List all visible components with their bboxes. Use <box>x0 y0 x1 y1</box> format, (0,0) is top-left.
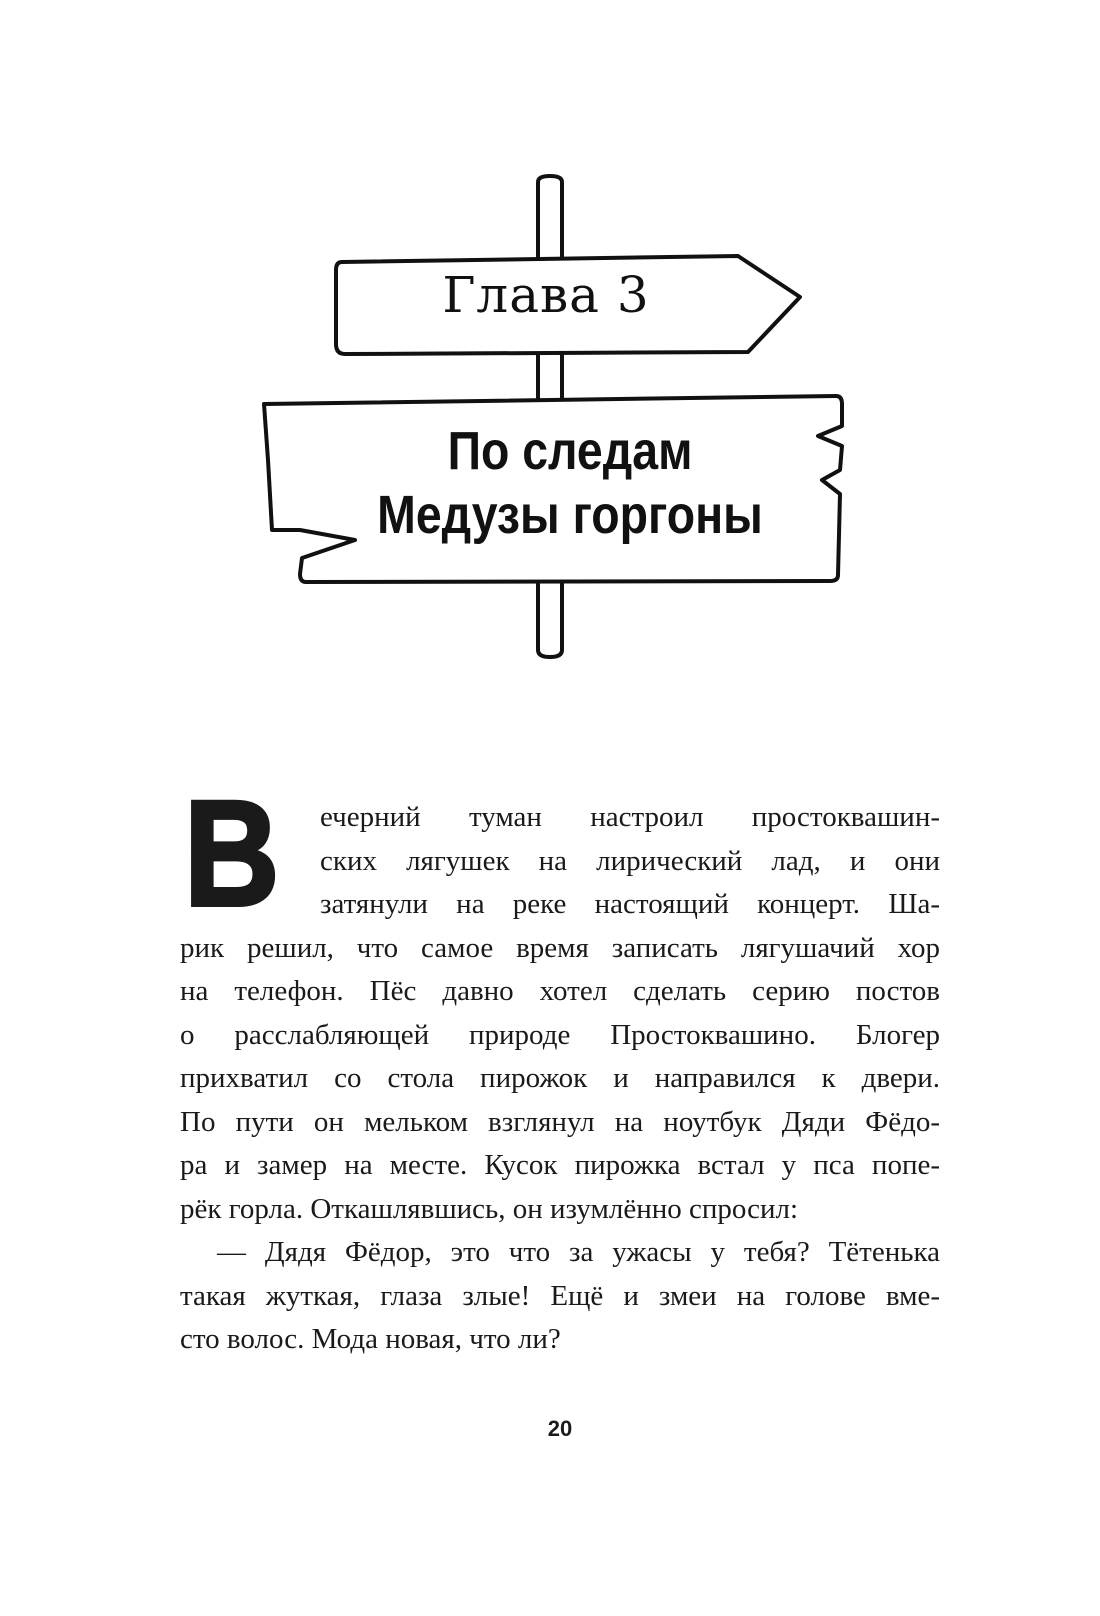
text-line: о расслабляющей природе Простоквашино. Блогер <box>180 1019 940 1051</box>
drop-cap: В <box>184 769 280 937</box>
chapter-title-line-1: По следам <box>447 421 693 481</box>
signpost-illustration <box>0 0 1100 700</box>
text-line: — Дядя Фёдор, это что за ужасы у тебя? Тётенька <box>217 1236 940 1268</box>
text-line: рик решил, что самое время записать лягушачий хор <box>180 932 940 964</box>
text-line: По пути он мельком взглянул на ноутбук Дяди Фёдо- <box>180 1106 940 1138</box>
text-line: такая жуткая, глаза злые! Ещё и змеи на голове вме- <box>180 1280 940 1312</box>
text-line: ечерний туман настроил простоквашин- <box>320 801 940 833</box>
text-line: прихватил со стола пирожок и направился к двери. <box>180 1062 940 1094</box>
page-number: 20 <box>547 1416 573 1441</box>
text-line: затянули на реке настоящий концерт. Ша- <box>320 888 940 920</box>
text-line: ских лягушек на лирический лад, и они <box>320 845 940 877</box>
chapter-number: Глава 3 <box>442 266 650 324</box>
chapter-title-line-2: Медузы горгоны <box>377 485 763 545</box>
text-line: на телефон. Пёс давно хотел сделать серию постов <box>180 975 940 1007</box>
text-line: сто волос. Мода новая, что ли? <box>180 1323 561 1355</box>
text-line: рёк горла. Откашлявшись, он изумлённо спросил: <box>180 1193 799 1225</box>
text-line: ра и замер на месте. Кусок пирожка встал у пса попе- <box>180 1149 940 1181</box>
